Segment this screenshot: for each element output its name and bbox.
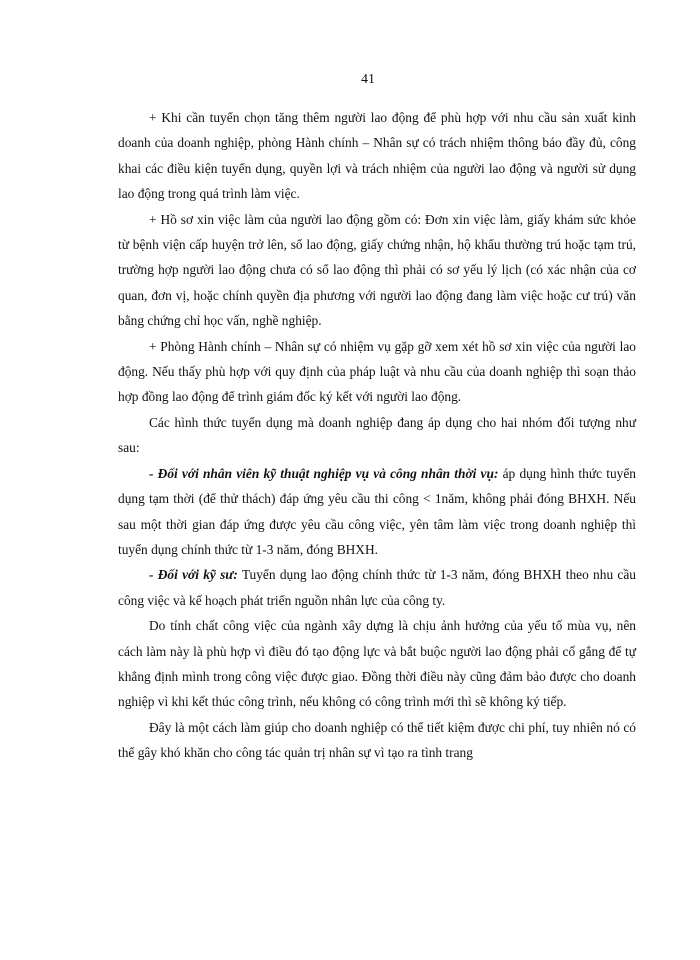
paragraph-cost-saving: Đây là một cách làm giúp cho doanh nghiệp có thể tiết kiệm được chi phí, tuy nhiên nó có thể gây khó khăn cho công tác quản trị nhân sự vì tạo ra tình trang	[118, 719, 636, 761]
paragraph-technical-staff	[118, 461, 636, 563]
paragraph-recruitment-forms-intro: Các hình thức tuyển dụng mà doanh nghiệp đang áp dụng cho hai nhóm đối tượng như sau:	[118, 414, 636, 456]
technical-staff-text: áp dụng hình thức tuyển dụng tạm thời (để thử thách) đáp ứng yêu cầu thi công < 1năm, không phải đóng BHXH. Nếu sau một thời gian đáp ứng được yêu cầu công việc, yên tâm làm việc trong doanh nghiệp thì tuyển dụng chính thức từ 1-3 năm, đóng BHXH.	[118, 465, 636, 557]
paragraph-application-dossier: + Hồ sơ xin việc làm của người lao động gồm có: Đơn xin việc làm, giấy khám sức khỏe từ bệnh viện cấp huyện trở lên, sổ lao động, giấy chứng nhận, hộ khẩu thường trú hoặc tạm trú, trường hợp người lao động chưa có sổ lao động thì phải có sơ yếu lý lịch (có xác nhận của cơ quan, đơn vị, hoặc chính quyền địa phương với người lao động đang làm việc hoặc cư trú) văn bằng chứng chỉ học vấn, nghề nghiệp.	[118, 211, 636, 329]
paragraph-seasonal-nature: Do tính chất công việc của ngành xây dựng là chịu ảnh hưởng của yếu tố mùa vụ, nên cách làm này là phù hợp vì điều đó tạo động lực và bắt buộc người lao động phải cố gắng để tự khẳng định mình trong công việc được giao. Đồng thời điều này cũng đảm bảo được cho doanh nghiệp vì khi kết thúc công trình, nếu không có công trình mới thì sẽ không ký tiếp.	[118, 618, 636, 710]
technical-staff-heading: - Đối với nhân viên kỹ thuật nghiệp vụ và công nhân thời vụ:	[149, 465, 499, 481]
paragraph-recruitment-notice: + Khi cần tuyển chọn tăng thêm người lao động để phù hợp với nhu cầu sản xuất kinh doanh của doanh nghiệp, phòng Hành chính – Nhân sự có trách nhiệm thông báo đầy đủ, công khai các điều kiện tuyển dụng, quyền lợi và trách nhiệm của người lao động và người sử dụng lao động trong quá trình làm việc.	[118, 110, 636, 202]
page-number: 41	[361, 72, 375, 87]
document-body	[118, 105, 636, 766]
engineers-text: Tuyển dụng lao động chính thức từ 1-3 năm, đóng BHXH theo nhu cầu công việc và kế hoạch phát triển nguồn nhân lực của công ty.	[118, 567, 636, 608]
paragraph-engineers	[118, 562, 636, 613]
engineers-heading: - Đối với kỹ sư:	[149, 567, 238, 583]
paragraph-hr-review: + Phòng Hành chính – Nhân sự có nhiệm vụ gặp gỡ xem xét hồ sơ xin việc của người lao động. Nếu thấy phù hợp với quy định của pháp luật và nhu cầu của doanh nghiệp thì soạn thảo hợp đồng lao động để trình giám đốc ký kết với người lao động.	[118, 338, 636, 405]
